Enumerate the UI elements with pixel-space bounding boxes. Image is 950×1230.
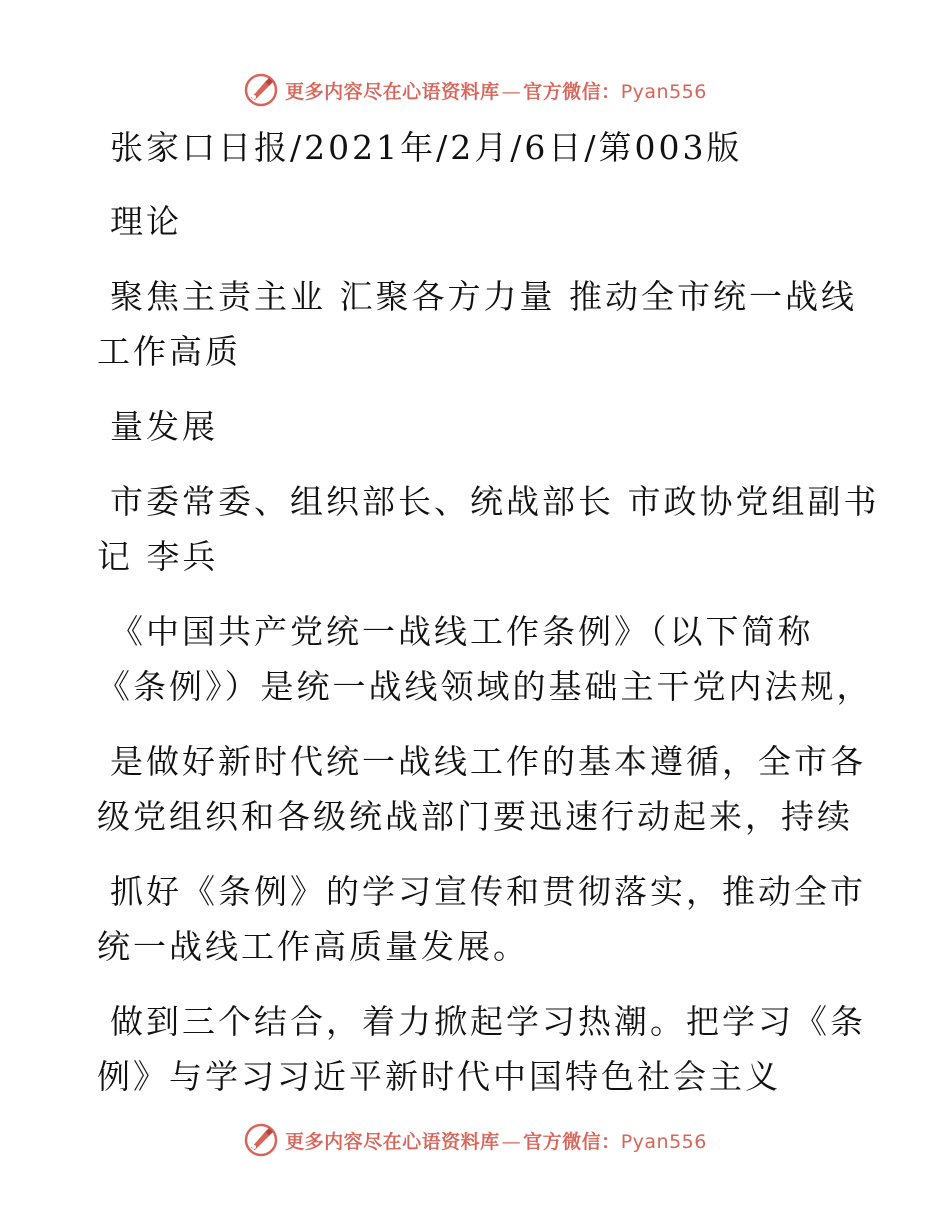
body-line: 统一战线工作高质量发展。 (97, 927, 529, 966)
body-line: 《中国共产党统一战线工作条例》（以下简称 (110, 612, 814, 651)
pen-logo-icon (243, 1122, 279, 1158)
body-line: 级党组织和各级统战部门要迅速行动起来，持续 (97, 797, 853, 836)
body-line: 例》与学习习近平新时代中国特色社会主义 (97, 1057, 781, 1096)
watermark-footer (0, 1120, 950, 1160)
dateline: 张家口日报/2021年/2月/6日/第003版 (110, 128, 743, 167)
title-line-2: 工作高质 (97, 332, 241, 371)
body-line: 是做好新时代统一战线工作的基本遵循，全市各 (110, 742, 866, 781)
author-line-2: 记 李兵 (97, 537, 219, 576)
title-line-3: 量发展 (110, 407, 218, 446)
body-line: 做到三个结合，着力掀起学习热潮。把学习《条 (110, 1002, 866, 1041)
title-line-1: 聚焦主责主业 汇聚各方力量 推动全市统一战线 (110, 277, 857, 316)
body-line: 《条例》）是统一战线领域的基础主干党内法规， (97, 667, 873, 706)
author-line-1: 市委常委、组织部长、统战部长 市政协党组副书 (110, 482, 880, 521)
section-label: 理论 (110, 202, 182, 241)
watermark-text: 更多内容尽在心语资料库 — 官方微信：Pyan556 (285, 1130, 707, 1153)
watermark-text: 更多内容尽在心语资料库 — 官方微信：Pyan556 (285, 80, 707, 103)
body-line: 抓好《条例》的学习宣传和贯彻落实，推动全市 (110, 872, 866, 911)
